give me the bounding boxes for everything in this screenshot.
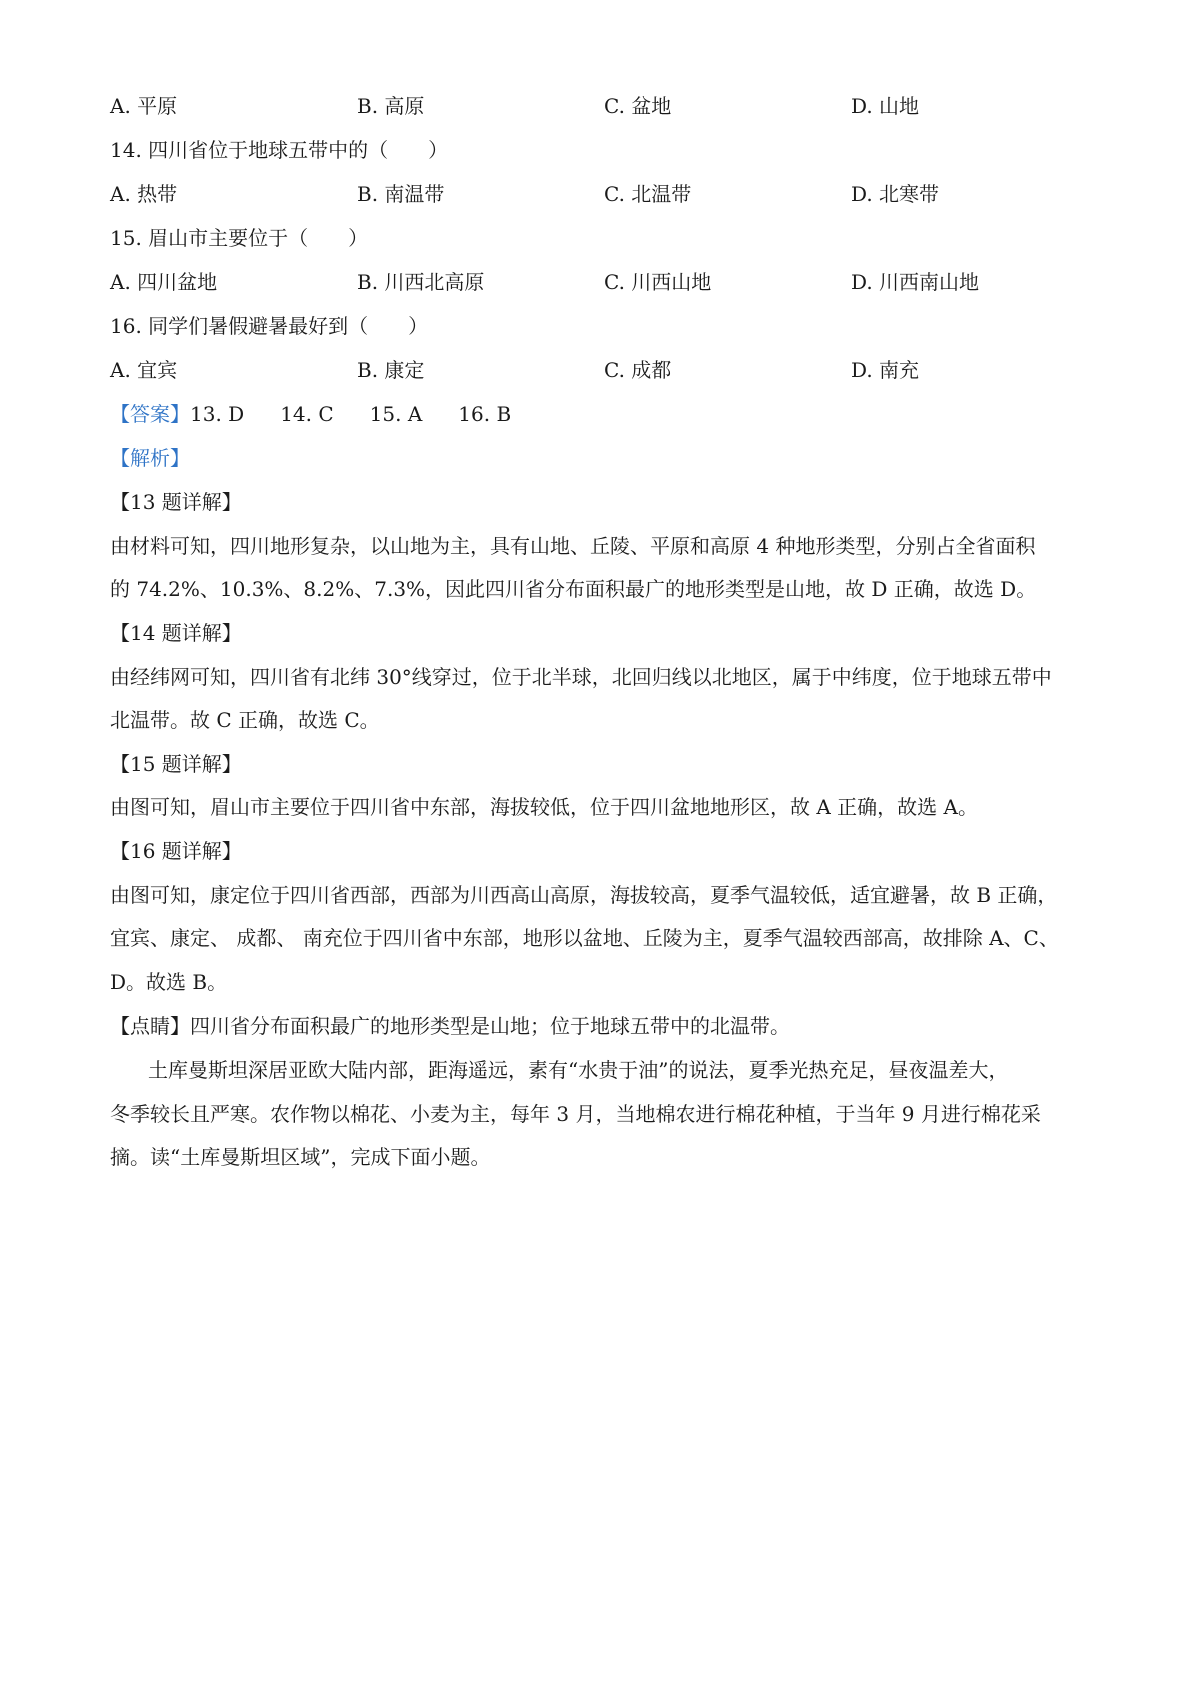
q15-option-a: A. 四川盆地 — [110, 270, 218, 294]
d13-line-2: 的 74.2%、10.3%、8.2%、7.3%，因此四川省分布面积最广的地形类型是山地，故 D 正确，故选 D。 — [110, 577, 1037, 601]
q15-option-c: C. 川西山地 — [604, 270, 712, 294]
d16-line-3: D。故选 B。 — [110, 970, 228, 994]
d14-title: 【14 题详解】 — [110, 621, 242, 645]
material-line-1: 土库曼斯坦深居亚欧大陆内部，距海遥远，素有“水贵于油”的说法，夏季光热充足，昼夜温差大， — [148, 1058, 1009, 1082]
d15-line-1: 由图可知，眉山市主要位于四川省中东部，海拔较低，位于四川盆地地形区，故 A 正确，故选 A。 — [110, 795, 978, 819]
q14-option-a: A. 热带 — [110, 182, 178, 206]
answer-line — [110, 400, 1100, 428]
q14-stem: 14. 四川省位于地球五带中的（ ） — [110, 138, 449, 162]
q13-option-b: B. 高原 — [357, 94, 425, 118]
q13-option-c: C. 盆地 — [604, 94, 672, 118]
q14-option-d: D. 北寒带 — [851, 182, 940, 206]
q14-option-b: B. 南温带 — [357, 182, 445, 206]
q16-option-c: C. 成都 — [604, 358, 672, 382]
tip-line: 【点睛】四川省分布面积最广的地形类型是山地；位于地球五带中的北温带。 — [110, 1014, 790, 1038]
material-line-3: 摘。读“土库曼斯坦区域”，完成下面小题。 — [110, 1145, 491, 1169]
q14-option-c: C. 北温带 — [604, 182, 692, 206]
answer-16: 16. B — [458, 402, 512, 426]
q16-option-a: A. 宜宾 — [110, 358, 178, 382]
answer-13: 13. D — [190, 402, 245, 426]
d13-title: 【13 题详解】 — [110, 490, 242, 514]
q15-option-b: B. 川西北高原 — [357, 270, 485, 294]
d13-line-1: 由材料可知，四川地形复杂，以山地为主，具有山地、丘陵、平原和高原 4 种地形类型，分别占全省面积 — [110, 534, 1036, 558]
q13-option-d: D. 山地 — [851, 94, 920, 118]
q16-stem: 16. 同学们暑假避暑最好到（ ） — [110, 314, 429, 338]
q16-option-b: B. 康定 — [357, 358, 425, 382]
answer-label: 【答案】 — [110, 402, 190, 426]
d14-line-2: 北温带。故 C 正确，故选 C。 — [110, 708, 380, 732]
d16-line-1: 由图可知，康定位于四川省西部，西部为川西高山高原，海拔较高，夏季气温较低，适宜避暑，故 B 正确， — [110, 883, 1058, 907]
q15-stem: 15. 眉山市主要位于（ ） — [110, 226, 369, 250]
answer-14: 14. C — [280, 402, 334, 426]
answer-15: 15. A — [369, 402, 423, 426]
d14-line-1: 由经纬网可知，四川省有北纬 30°线穿过，位于北半球，北回归线以北地区，属于中纬度，位于地球五带中 — [110, 665, 1052, 689]
material-line-2: 冬季较长且严寒。农作物以棉花、小麦为主，每年 3 月，当地棉农进行棉花种植，于当年 9 月进行棉花采 — [110, 1102, 1041, 1126]
d16-line-2: 宜宾、康定、 成都、 南充位于四川省中东部，地形以盆地、丘陵为主，夏季气温较西部高，故排除 A、C、 — [110, 926, 1059, 950]
d15-title: 【15 题详解】 — [110, 752, 242, 776]
analysis-label: 【解析】 — [110, 446, 190, 470]
q13-option-a: A. 平原 — [110, 94, 178, 118]
d16-title: 【16 题详解】 — [110, 839, 242, 863]
q16-option-d: D. 南充 — [851, 358, 920, 382]
q15-option-d: D. 川西南山地 — [851, 270, 980, 294]
